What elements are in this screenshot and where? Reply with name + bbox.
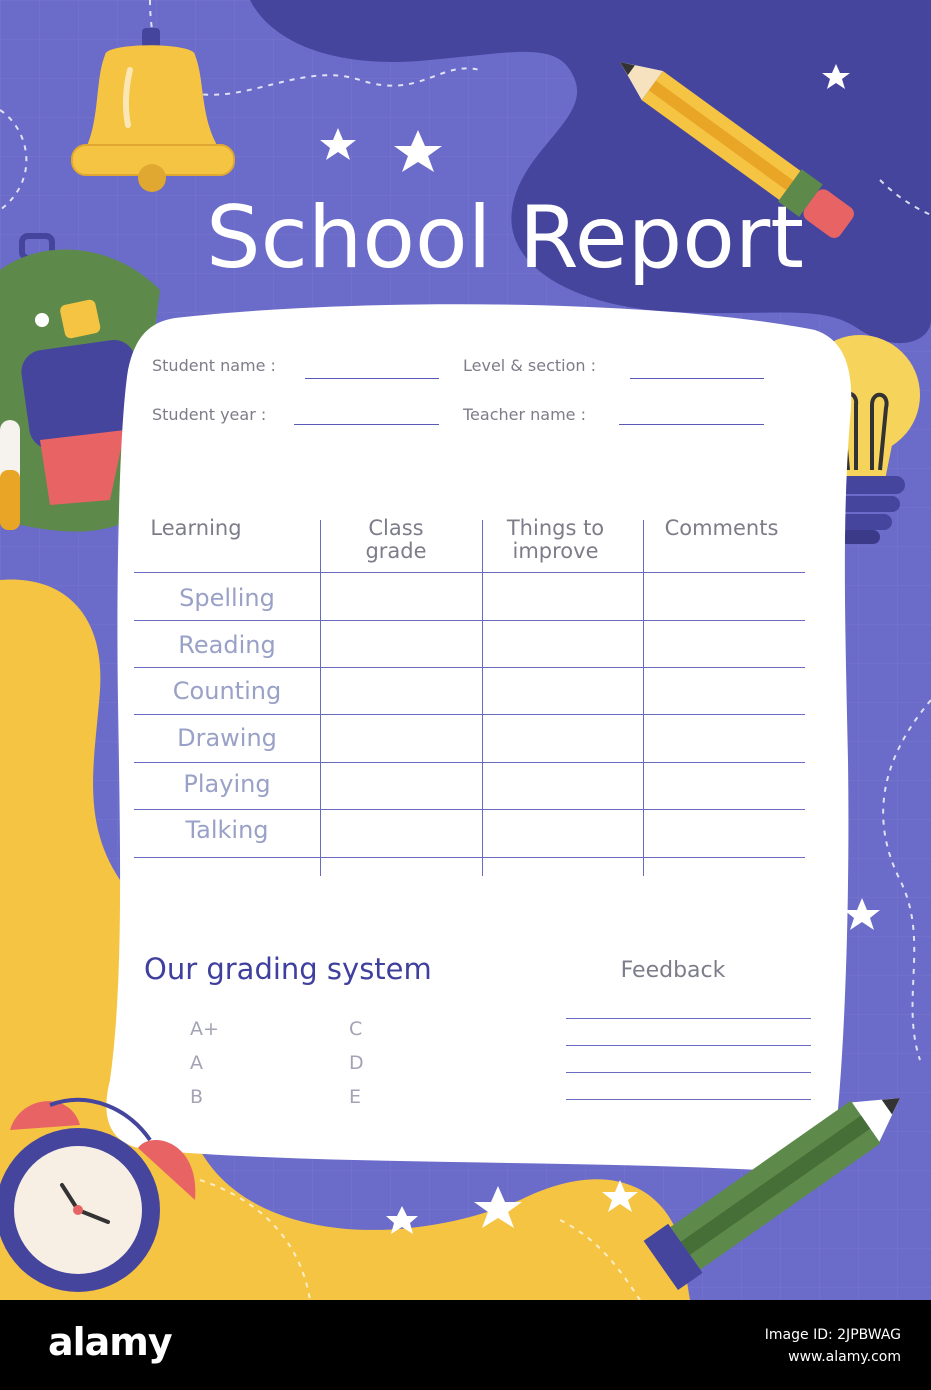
grade-e: E: [349, 1086, 362, 1108]
grade-b: B: [190, 1086, 204, 1108]
table-row-line: [134, 857, 805, 858]
column-header-things-to-improve: Things to improve: [506, 516, 605, 563]
table-divider: [482, 520, 483, 876]
teacher-name-label: Teacher name :: [463, 405, 586, 424]
subject-drawing: Drawing: [177, 724, 277, 752]
subject-spelling: Spelling: [179, 584, 275, 612]
feedback-line[interactable]: [566, 1018, 811, 1019]
feedback-label: Feedback: [620, 958, 726, 983]
table-row-line: [134, 809, 805, 810]
feedback-line[interactable]: [566, 1072, 811, 1073]
page-title: School Report: [206, 188, 804, 288]
image-id-text: Image ID: 2JPBWAG: [764, 1327, 901, 1343]
teacher-name-field[interactable]: [619, 424, 764, 425]
column-header-learning: [134, 517, 258, 540]
student-name-label: Student name :: [152, 356, 276, 375]
table-divider: [320, 520, 321, 876]
column-header-comments: Comments: [664, 516, 779, 540]
feedback-line[interactable]: [566, 1045, 811, 1046]
header-learning: Learning: [150, 516, 242, 540]
student-name-field[interactable]: [305, 378, 439, 379]
table-row-line: [134, 667, 805, 668]
level-section-field[interactable]: [630, 378, 764, 379]
subject-talking: Talking: [185, 816, 269, 844]
grade-d: D: [349, 1052, 364, 1074]
feedback-line[interactable]: [566, 1099, 811, 1100]
subject-reading: Reading: [178, 631, 276, 659]
table-row-line: [134, 714, 805, 715]
stock-image-info: [765, 1324, 901, 1368]
grade-c: C: [349, 1018, 363, 1040]
table-row-line: [134, 762, 805, 763]
table-row-line: [134, 620, 805, 621]
column-header-class-grade: Class grade: [365, 516, 427, 563]
subject-counting: Counting: [172, 677, 282, 705]
student-year-field[interactable]: [294, 424, 439, 425]
grade-a-plus: A+: [190, 1018, 219, 1040]
grading-system-title: Our grading system: [144, 952, 432, 986]
stock-brand-logo: alamy: [48, 1320, 172, 1364]
subject-playing: Playing: [183, 770, 271, 798]
student-year-label: Student year :: [152, 405, 267, 424]
table-divider: [643, 520, 644, 876]
grade-a: A: [190, 1052, 203, 1074]
table-row-line: [134, 572, 805, 573]
site-url-text: www.alamy.com: [788, 1349, 901, 1365]
level-section-label: Level & section :: [463, 356, 596, 375]
